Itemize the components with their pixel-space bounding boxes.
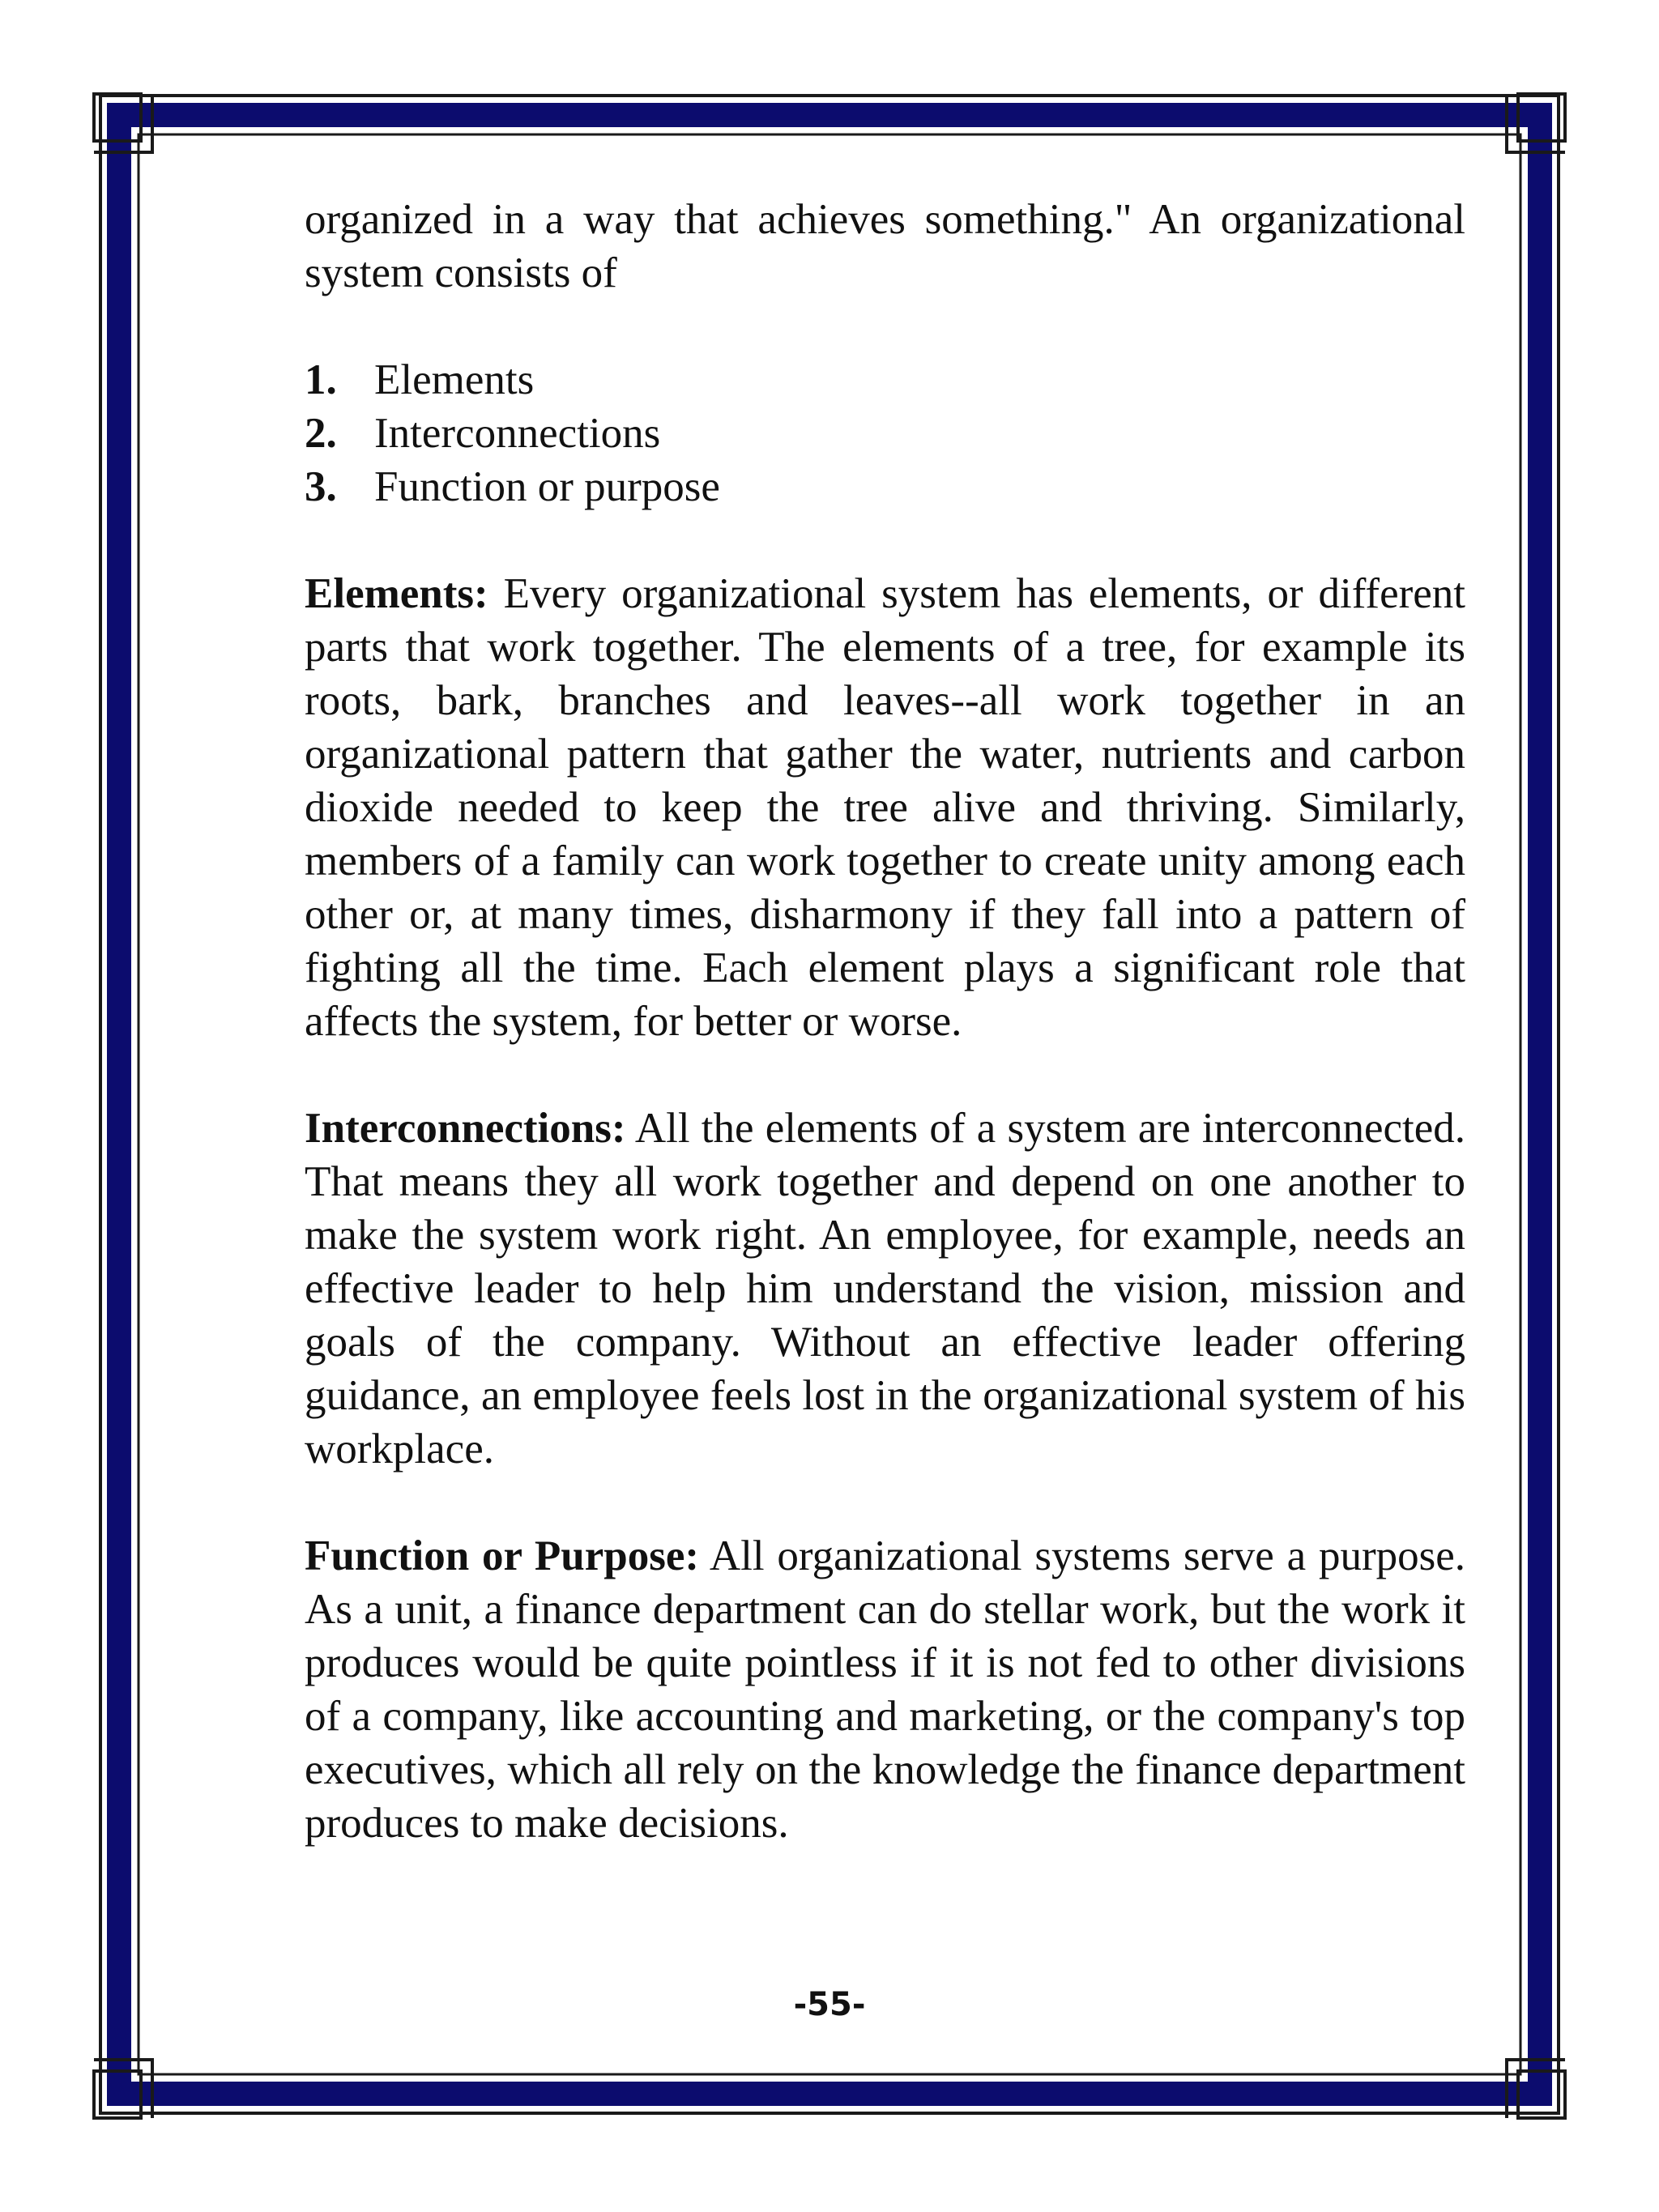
- intro-paragraph: organized in a way that achieves something." An organizational system consists of: [305, 196, 1465, 296]
- list-label: Elements: [374, 356, 535, 403]
- list-number: 2.: [305, 410, 337, 457]
- page-number: -55-: [793, 1986, 866, 2023]
- section-text: Every organizational system has elements, or different parts that work together. The elements of a tree, for example its roots, bark, branches and leaves--all work together in an organizational pattern that gather the water, nutrients and carbon dioxide needed to keep the tree alive and thriving. Similarly, members of a family can work together to create unity among each other or, at many times, disharmony if they fall into a pattern of fighting all the time. Each element plays a significant role that affects the system, for better or worse.: [305, 570, 1465, 1045]
- page-content: [305, 193, 1465, 1850]
- section-heading: Interconnections:: [305, 1105, 626, 1152]
- list-label: Function or purpose: [374, 463, 720, 510]
- section-heading: Function or Purpose:: [305, 1532, 699, 1579]
- list-item: [305, 407, 1465, 460]
- list-number: 1.: [305, 356, 337, 403]
- function-purpose-paragraph: [305, 1529, 1465, 1850]
- list-item: [305, 353, 1465, 407]
- list-item: [305, 460, 1465, 514]
- system-components-list: [305, 353, 1465, 514]
- list-number: 3.: [305, 463, 337, 510]
- section-text: All organizational systems serve a purpose. As a unit, a finance department can do stellar work, but the work it produces would be quite pointless if it is not fed to other divisions of a company, like accounting and marketing, or the company's top executives, which all rely on the knowledge the finance department produces to make decisions.: [305, 1532, 1465, 1847]
- list-label: Interconnections: [374, 410, 661, 457]
- interconnections-paragraph: [305, 1102, 1465, 1476]
- elements-paragraph: [305, 567, 1465, 1048]
- section-heading: Elements:: [305, 570, 488, 617]
- section-text: All the elements of a system are interconnected. That means they all work together and depend on one another to make the system work right. An employee, for example, needs an effective leader to help him understand the vision, mission and goals of the company. Without an effective leader offering guidance, an employee feels lost in the organizational system of his workplace.: [305, 1105, 1466, 1473]
